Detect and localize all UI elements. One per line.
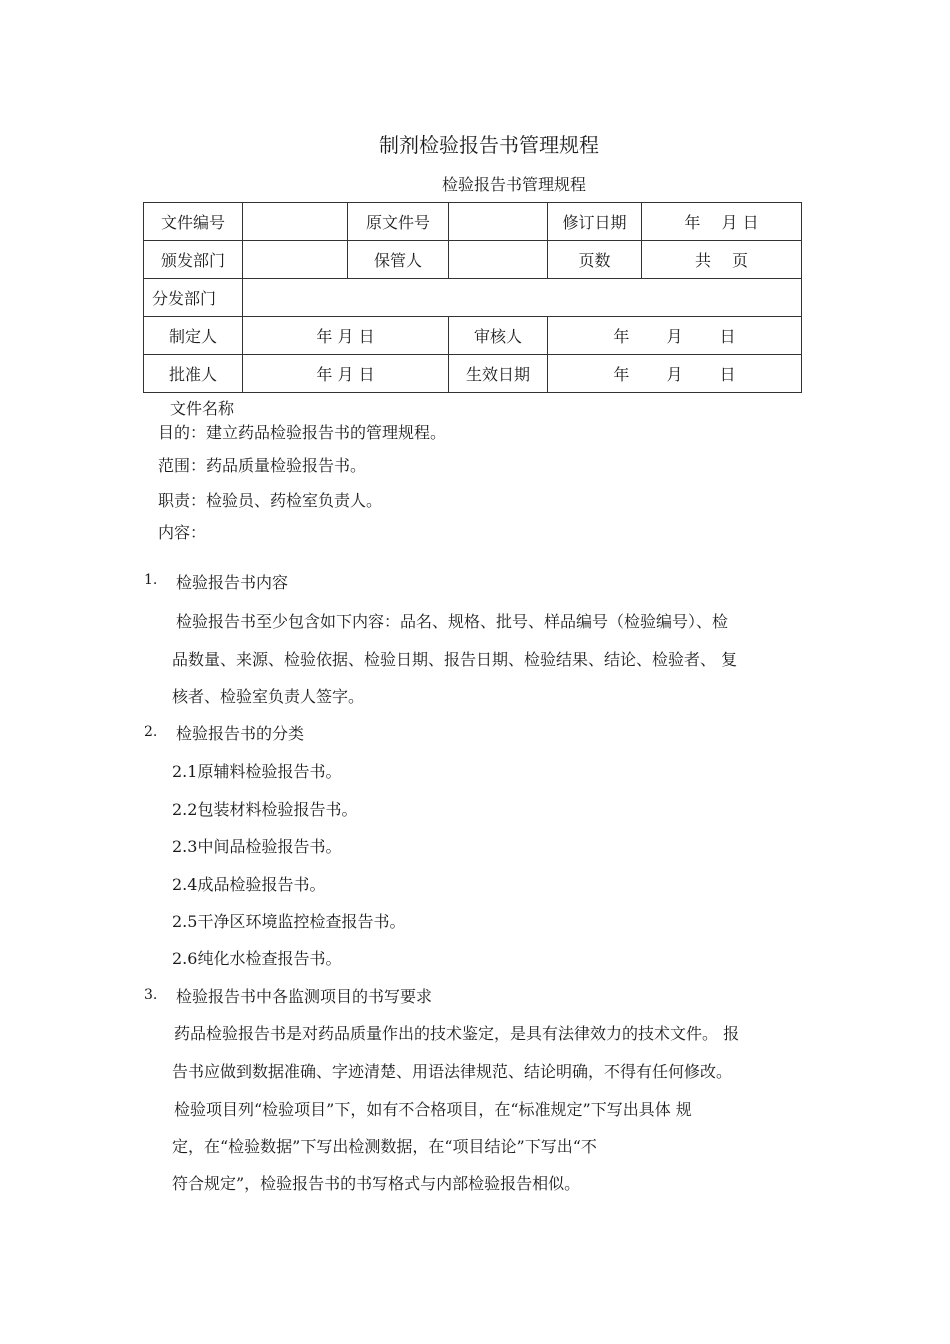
table-cell: 共 页 (642, 241, 802, 279)
section-number: 3. (144, 987, 158, 1003)
section-text-line: 定，在“检验数据”下写出检测数据，在“项目结论”下写出“不 (172, 1137, 597, 1156)
table-cell: 审核人 (449, 317, 548, 355)
section-text-line: 符合规定”，检验报告书的书写格式与内部检验报告相似。 (172, 1174, 581, 1193)
table-cell: 年 月 日 (548, 317, 802, 355)
table-cell: 颁发部门 (144, 241, 243, 279)
section-text-line: 核者、检验室负责人签字。 (172, 687, 365, 706)
table-row (144, 241, 802, 279)
document-subtitle: 检验报告书管理规程 (442, 175, 587, 194)
table-cell: 年 月 日 (243, 317, 449, 355)
table-cell: 年 月 日 (243, 355, 449, 393)
table-cell: 批准人 (144, 355, 243, 393)
table-cell: 保管人 (348, 241, 449, 279)
table-row (144, 355, 802, 393)
table-cell (243, 241, 348, 279)
file-name-label: 文件名称 (170, 399, 235, 418)
table-cell: 修订日期 (548, 203, 642, 241)
section-number: 1. (144, 572, 158, 588)
table-row (144, 317, 802, 355)
purpose-text: 目的：建立药品检验报告书的管理规程。 (158, 423, 447, 442)
table-cell: 页数 (548, 241, 642, 279)
document-info-table (143, 202, 802, 393)
section-text-line: 药品检验报告书是对药品质量作出的技术鉴定，是具有法律效力的技术文件。 报 (174, 1024, 740, 1043)
table-cell: 分发部门 (144, 279, 243, 317)
list-item: 2.6纯化水检查报告书。 (172, 949, 342, 968)
list-item: 2.3中间品检验报告书。 (172, 837, 342, 856)
list-item: 2.4成品检验报告书。 (172, 875, 326, 894)
table-row (144, 203, 802, 241)
list-item: 2.5干净区环境监控检查报告书。 (172, 912, 406, 931)
section-title: 检验报告书的分类 (176, 724, 305, 743)
section-text-line: 检验报告书至少包含如下内容：品名、规格、批号、样品编号（检验编号）、检 (176, 612, 729, 631)
section-title: 检验报告书中各监测项目的书写要求 (176, 987, 433, 1006)
table-cell (449, 203, 548, 241)
table-cell: 年 月 日 (642, 203, 802, 241)
list-item: 2.2包装材料检验报告书。 (172, 800, 358, 819)
list-item: 2.1原辅料检验报告书。 (172, 762, 342, 781)
table-cell (243, 203, 348, 241)
scope-text: 范围：药品质量检验报告书。 (158, 456, 367, 475)
section-title: 检验报告书内容 (176, 573, 289, 592)
table-cell: 制定人 (144, 317, 243, 355)
section-number: 2. (144, 724, 158, 740)
table-cell: 原文件号 (348, 203, 449, 241)
table-cell: 文件编号 (144, 203, 243, 241)
table-cell (449, 241, 548, 279)
table-cell: 年 月 日 (548, 355, 802, 393)
table-row (144, 279, 802, 317)
content-label: 内容： (158, 523, 207, 542)
section-text-line: 品数量、来源、检验依据、检验日期、报告日期、检验结果、结论、检验者、 复 (172, 650, 738, 669)
section-text-line: 告书应做到数据准确、字迹清楚、用语法律规范、结论明确，不得有任何修改。 (172, 1062, 733, 1081)
table-cell (243, 279, 802, 317)
document-title: 制剂检验报告书管理规程 (379, 133, 599, 157)
duty-text: 职责：检验员、药检室负责人。 (158, 491, 383, 510)
table-cell: 生效日期 (449, 355, 548, 393)
section-text-line: 检验项目列“检验项目”下，如有不合格项目，在“标准规定”下写出具体 规 (174, 1100, 692, 1119)
